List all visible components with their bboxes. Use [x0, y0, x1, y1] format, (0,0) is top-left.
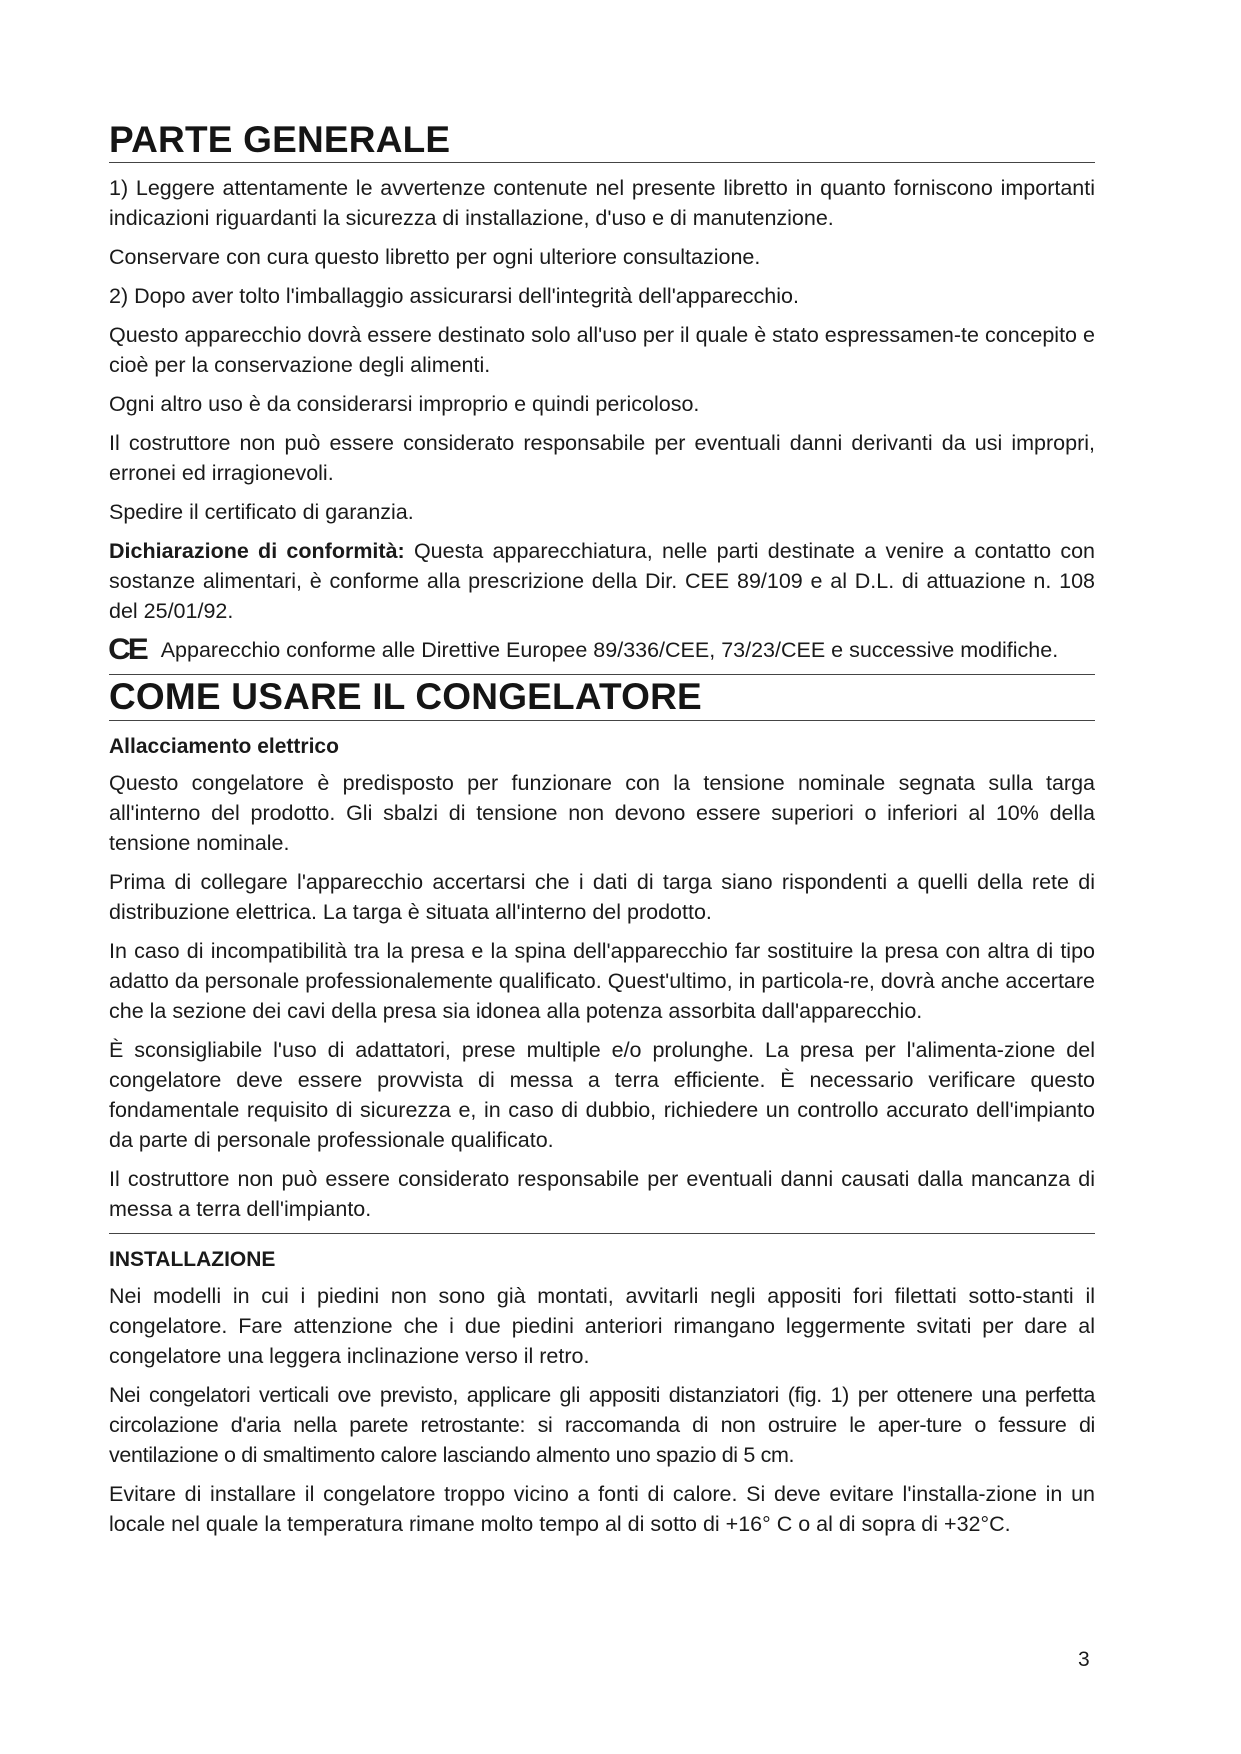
ce-paragraph — [109, 635, 1095, 665]
ce-mark-icon: CE — [108, 633, 146, 667]
paragraph: Nei congelatori verticali ove previsto, applicare gli appositi distanziatori (fig. 1) per ottenere una perfetta circolazione d'aria nella parete retrostante: si raccomanda di non ostruire le aper-ture o fessure di ventilazione o di smaltimento calore lasciando almento uno spazio di 5 cm. — [109, 1382, 1095, 1467]
subsection-divider — [109, 1233, 1095, 1234]
section-parte-generale — [109, 118, 1095, 675]
paragraph: Questo congelatore è predisposto per funzionare con la tensione nominale segnata sulla targa all'interno del prodotto. Gli sbalzi di tensione non devono essere superiori o inferiori al 10% della tensione nominale. — [109, 770, 1095, 855]
paragraph: 2) Dopo aver tolto l'imballaggio assicurarsi dell'integrità dell'apparecchio. — [109, 284, 799, 309]
section-title: PARTE GENERALE — [109, 118, 1095, 163]
paragraph: Evitare di installare il congelatore troppo vicino a fonti di calore. Si deve evitare l'installa-zione in un locale nel quale la temperatura rimane molto tempo al di sotto di +16° C o al di sopra di +32°C. — [109, 1481, 1095, 1536]
paragraph: Il costruttore non può essere considerato responsabile per eventuali danni causati dalla mancanza di messa a terra dell'impianto. — [109, 1166, 1095, 1221]
subheading-installazione: INSTALLAZIONE — [109, 1247, 276, 1271]
paragraph: Questo apparecchio dovrà essere destinato solo all'uso per il quale è stato espressamen-te concepito e cioè per la conservazione degli alimenti. — [109, 323, 1095, 378]
paragraph: Prima di collegare l'apparecchio accertarsi che i dati di targa siano rispondenti a quelli della rete di distribuzione elettrica. La targa è situata all'interno del prodotto. — [109, 869, 1095, 924]
section-title: COME USARE IL CONGELATORE — [109, 675, 1095, 720]
paragraph: Ogni altro uso è da considerarsi improprio e quindi pericoloso. — [109, 392, 700, 417]
paragraph: Conservare con cura questo libretto per ogni ulteriore consultazione. — [109, 245, 761, 270]
declaration-label: Dichiarazione di conformità: — [109, 539, 405, 564]
document-page — [109, 118, 1095, 1548]
paragraph: Spedire il certificato di garanzia. — [109, 500, 414, 525]
paragraph: È sconsigliabile l'uso di adattatori, prese multiple e/o prolunghe. La presa per l'alimenta-zione del congelatore deve essere provvista di messa a terra efficiente. È necessario verificare questo fondamentale requisito di sicurezza e, in caso di dubbio, richiedere un controllo accurato dell'impianto da parte di personale professionale qualificato. — [109, 1037, 1095, 1152]
paragraph: 1) Leggere attentamente le avvertenze contenute nel presente libretto in quanto forniscono importanti indicazioni riguardanti la sicurezza di installazione, d'uso e di manutenzione. — [109, 176, 1095, 231]
ce-text: Apparecchio conforme alle Direttive Europee 89/336/CEE, 73/23/CEE e successive modifiche. — [160, 638, 1059, 663]
declaration-paragraph — [109, 536, 1095, 626]
subheading-allacciamento: Allacciamento elettrico — [109, 734, 339, 758]
paragraph: In caso di incompatibilità tra la presa e la spina dell'apparecchio far sostituire la presa con altra di tipo adatto da personale professionalemente qualificato. Quest'ultimo, in particola-re, dovrà anche accertare che la sezione dei cavi della presa sia idonea alla potenza assorbita dall'apparecchio. — [109, 938, 1095, 1023]
paragraph: Il costruttore non può essere considerato responsabile per eventuali danni derivanti da usi impropri, erronei ed irragionevoli. — [109, 431, 1095, 486]
page-number: 3 — [1078, 1648, 1090, 1671]
paragraph: Nei modelli in cui i piedini non sono già montati, avvitarli negli appositi fori filettati sotto-stanti il congelatore. Fare attenzione che i due piedini anteriori rimangano leggermente svitati per dare al congelatore una leggera inclinazione verso il retro. — [109, 1283, 1095, 1368]
section-come-usare — [109, 675, 1095, 1538]
declaration-text: Questa apparecchiatura, nelle parti destinate a venire a contatto con sostanze alimentari, è conforme alla prescrizione della Dir. CEE 89/109 e al D.L. di attuazione n. 108 del 25/01/92. — [109, 539, 1095, 624]
